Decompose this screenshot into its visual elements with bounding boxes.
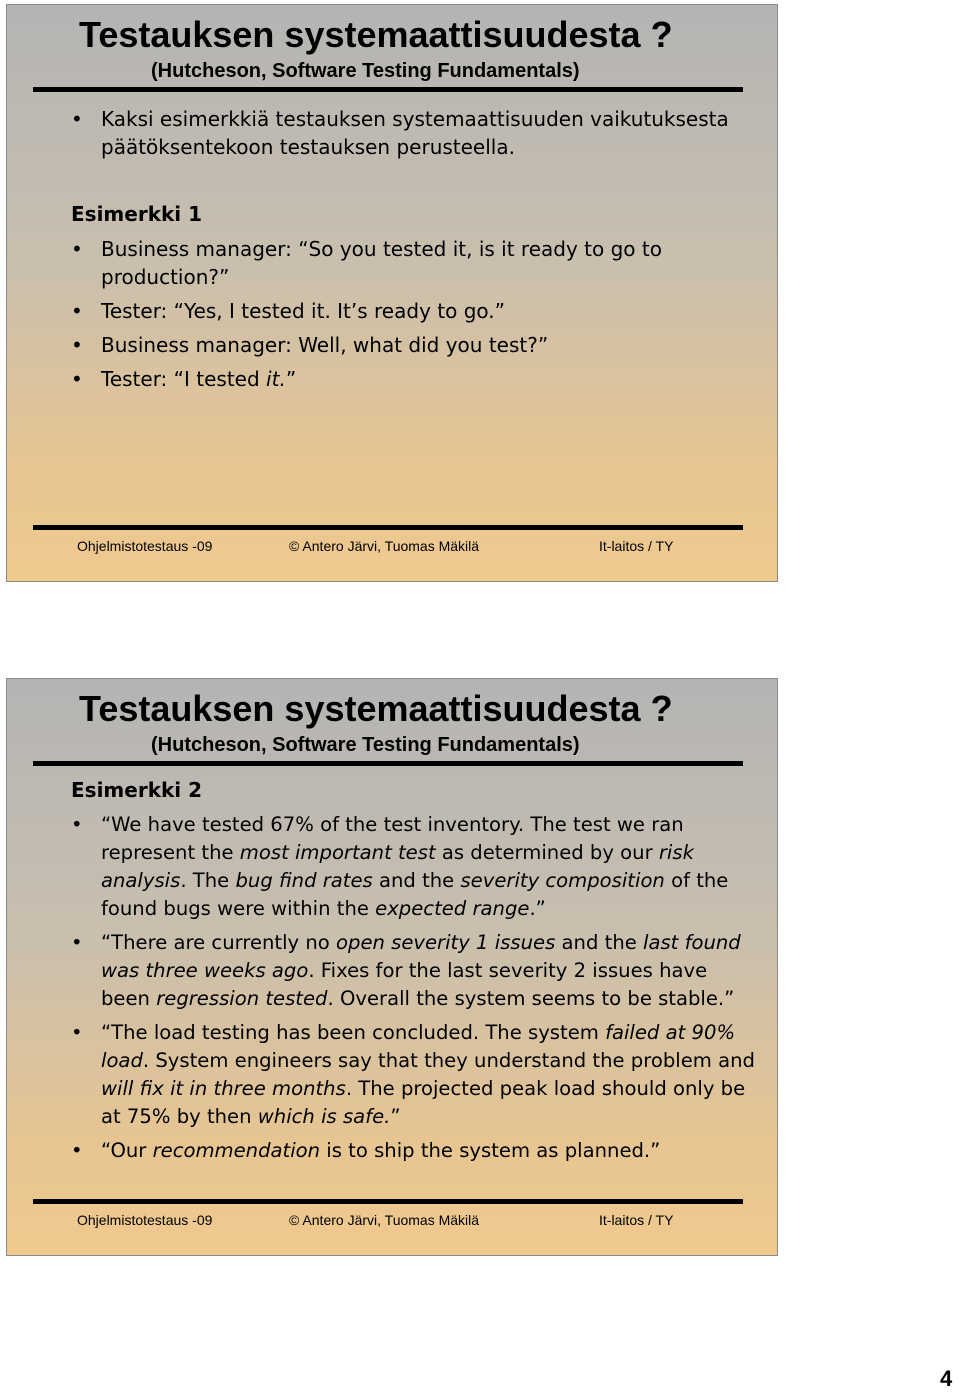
bullet-text-italic: regression tested: [156, 987, 328, 1010]
bullet-text: .”: [529, 897, 546, 920]
bullet-text: is to ship the system as planned.”: [320, 1139, 661, 1162]
list-item: [71, 235, 761, 291]
title-divider: [33, 87, 743, 92]
slide-subtitle: (Hutcheson, Software Testing Fundamentals): [151, 734, 580, 756]
bullet-text: “There are currently no: [101, 931, 337, 954]
bullet-text: . The: [180, 869, 236, 892]
bullet-text: “Our: [101, 1139, 153, 1162]
list-item: [71, 331, 761, 359]
bullet-text-end: ”: [285, 367, 297, 391]
slide-subtitle: (Hutcheson, Software Testing Fundamentals): [151, 60, 580, 82]
list-item: [71, 929, 761, 1013]
bullet-text-italic: recommendation: [152, 1139, 321, 1162]
footer-department: It-laitos / TY: [599, 538, 674, 554]
bullet-text-italic: expected range: [375, 897, 530, 920]
bullet-text: ”: [390, 1105, 401, 1128]
bullet-text: and the: [555, 931, 644, 954]
bullet-text: . Overall the system seems to be stable.”: [327, 987, 735, 1010]
bullet-text: of the found bugs were within the: [101, 869, 729, 920]
bullet-icon: •: [71, 299, 83, 323]
bullet-text: Business manager: Well, what did you test?”: [101, 333, 549, 357]
list-item: [71, 105, 761, 161]
bullet-icon: •: [71, 237, 83, 261]
bullet-text: . The projected peak load should only be at 75% by then: [101, 1077, 746, 1128]
footer-copyright: © Antero Järvi, Tuomas Mäkilä: [289, 1212, 480, 1228]
page-number: 4: [940, 1366, 953, 1391]
bullet-icon: •: [71, 1139, 83, 1162]
bullet-text: “The load testing has been concluded. The system: [101, 1021, 606, 1044]
bullet-text: and the: [372, 869, 461, 892]
example-1-list: [71, 235, 761, 393]
bullet-text: Business manager: “So you tested it, is it ready to go to production?”: [101, 237, 662, 289]
list-item: [71, 1019, 761, 1131]
title-divider: [33, 761, 743, 766]
bullet-text-italic: bug find rates: [235, 869, 373, 892]
slide-1: [6, 4, 778, 582]
bullet-text-italic: risk analysis: [101, 841, 694, 892]
intro-list: [71, 105, 761, 161]
section-heading: Esimerkki 2: [71, 778, 203, 802]
bullet-text-italic: last found was three weeks ago: [101, 931, 741, 982]
slide-title: Testauksen systemaattisuudesta ?: [79, 688, 673, 729]
section-heading: Esimerkki 1: [71, 202, 203, 226]
bullet-text-italic: will fix it in three months: [101, 1077, 346, 1100]
bullet-icon: •: [71, 367, 83, 391]
bullet-text: Tester: “I tested: [101, 367, 267, 391]
bullet-text: “We have tested 67% of the test inventory. The test we ran represent the: [101, 813, 684, 864]
footer-copyright: © Antero Järvi, Tuomas Mäkilä: [289, 538, 480, 554]
bullet-icon: •: [71, 333, 83, 357]
list-item: [71, 1137, 761, 1165]
bullet-text-italic: open severity 1 issues: [336, 931, 556, 954]
footer-course: Ohjelmistotestaus -09: [77, 538, 213, 554]
bullet-text: Tester: “Yes, I tested it. It’s ready to go.”: [101, 299, 505, 323]
footer-divider: [33, 525, 743, 530]
footer-course: Ohjelmistotestaus -09: [77, 1212, 213, 1228]
slide-2: [6, 678, 778, 1256]
bullet-icon: •: [71, 931, 83, 954]
list-item: [71, 811, 761, 923]
bullet-icon: •: [71, 1021, 83, 1044]
bullet-text: as determined by our: [435, 841, 659, 864]
list-item: [71, 365, 761, 393]
footer-divider: [33, 1199, 743, 1204]
bullet-text: Kaksi esimerkkiä testauksen systemaattisuuden vaikutuksesta päätöksentekoon testauksen perusteella.: [101, 107, 729, 159]
bullet-text: . Fixes for the last severity 2 issues have been: [101, 959, 708, 1010]
footer-department: It-laitos / TY: [599, 1212, 674, 1228]
bullet-icon: •: [71, 813, 83, 836]
list-item: [71, 297, 761, 325]
bullet-text: . System engineers say that they understand the problem and: [142, 1049, 755, 1072]
bullet-icon: •: [71, 107, 83, 131]
bullet-text-italic: severity composition: [460, 869, 665, 892]
example-2-list: [71, 811, 761, 1165]
slide-title: Testauksen systemaattisuudesta ?: [79, 14, 673, 55]
bullet-text-italic: most important test: [239, 841, 436, 864]
bullet-text-italic: failed at 90% load: [101, 1021, 736, 1072]
bullet-text-italic: it.: [266, 367, 286, 391]
bullet-text-italic: which is safe.: [257, 1105, 391, 1128]
